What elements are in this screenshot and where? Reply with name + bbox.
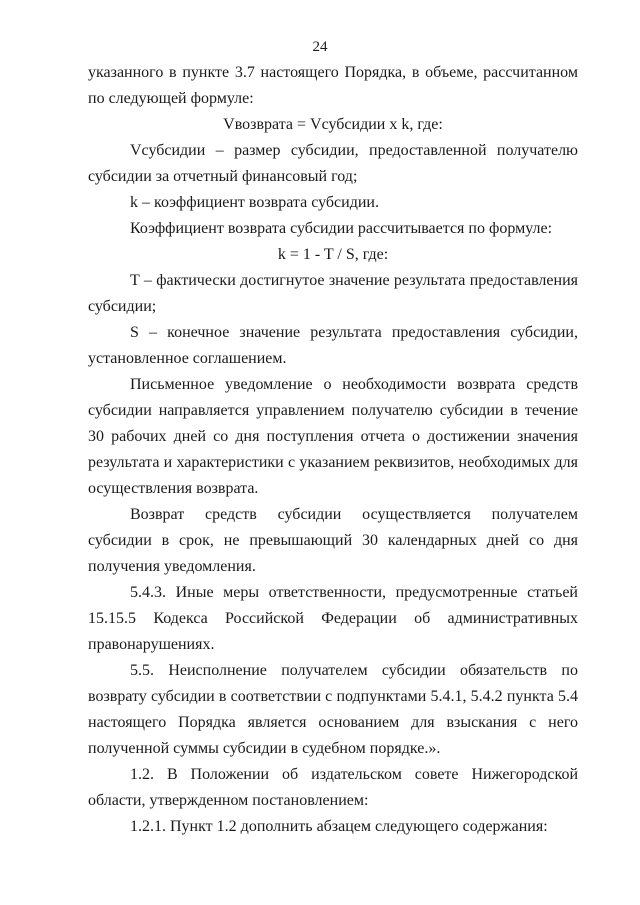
paragraph-5-5: 5.5. Неисполнение получателем субсидии обязательств по возврату субсидии в соответствии с подпунктами 5.4.1, 5.4.2 пункта 5.4 настоящего Порядка является основанием для взыскания с него полученной суммы субсидии в судебном порядке.». bbox=[88, 662, 578, 757]
paragraph-notification: Письменное уведомление о необходимости возврата средств субсидии направляется управлением получателю субсидии в течение 30 рабочих дней со дня поступления отчета о достижении значения результата и характеристики с указанием реквизитов, необходимых для осуществления возврата. bbox=[88, 376, 578, 497]
paragraph-1-2-1: 1.2.1. Пункт 1.2 дополнить абзацем следующего содержания: bbox=[130, 818, 548, 835]
paragraph-t-definition: T – фактически достигнутое значение результата предоставления субсидии; bbox=[88, 272, 578, 315]
paragraph-v-subsidy-definition: Vсубсидии – размер субсидии, предоставленной получателю субсидии за отчетный финансовый год; bbox=[88, 142, 578, 185]
paragraph-1-2: 1.2. В Положении об издательском совете Нижегородской области, утвержденном постановлением: bbox=[88, 766, 578, 809]
paragraph-return-term: Возврат средств субсидии осуществляется получателем субсидии в срок, не превышающий 30 календарных дней со дня получения уведомления. bbox=[88, 506, 578, 575]
page-number: 24 bbox=[312, 39, 328, 55]
document-body bbox=[88, 60, 578, 840]
formula-k: k = 1 - T / S, где: bbox=[277, 246, 389, 263]
formula-return-volume: Vвозврата = Vсубсидии x k, где: bbox=[223, 116, 443, 133]
paragraph-k-calculation-intro: Коэффициент возврата субсидии рассчитывается по формуле: bbox=[130, 220, 553, 237]
paragraph-continuation: указанного в пункте 3.7 настоящего Порядка, в объеме, рассчитанном по следующей формуле: bbox=[88, 64, 578, 107]
paragraph-5-4-3: 5.4.3. Иные меры ответственности, предусмотренные статьей 15.15.5 Кодекса Российской Федерации об административных правонарушениях. bbox=[88, 584, 578, 653]
paragraph-k-definition: k – коэффициент возврата субсидии. bbox=[130, 194, 379, 211]
paragraph-s-definition: S – конечное значение результата предоставления субсидии, установленное соглашением. bbox=[88, 324, 578, 367]
